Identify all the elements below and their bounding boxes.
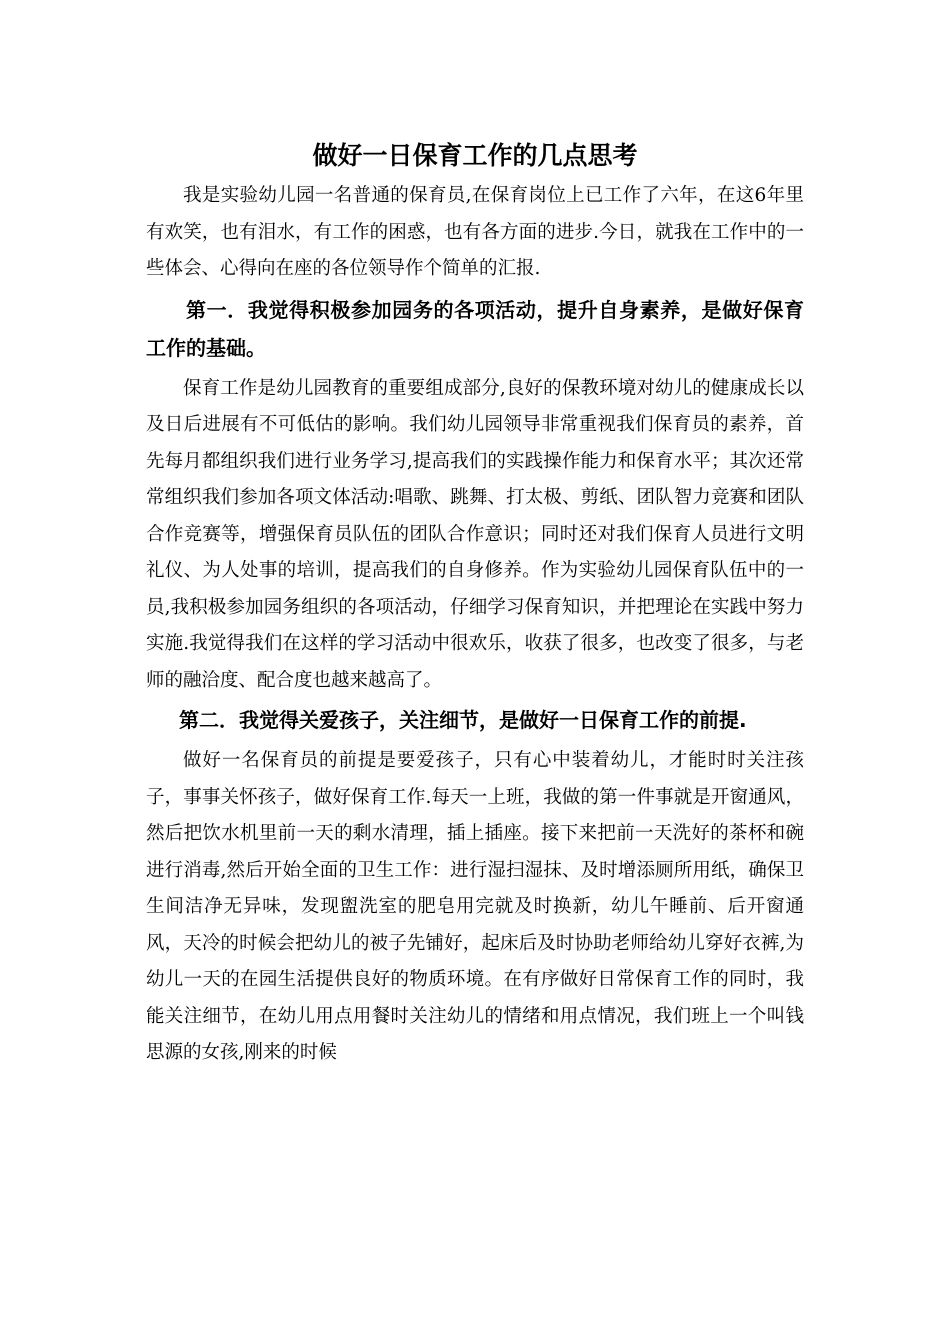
section-2-paragraph: 做好一名保育员的前提是要爱孩子，只有心中装着幼儿，才能时时关注孩子，事事关怀孩子，做好保育工作.每天一上班，我做的第一件事就是开窗通风，然后把饮水机里前一天的剩水清理，插上插座。接下来把前一天洗好的茶杯和碗进行消毒,然后开始全面的卫生工作：进行湿扫湿抹、及时增添厕所用纸，确保卫生间洁净无异味，发现盥洗室的肥皂用完就及时换新，幼儿午睡前、后开窗通风，天冷的时候会把幼儿的被子先铺好，起床后及时协助老师给幼儿穿好衣裤,为幼儿一天的在园生活提供良好的物质环境。在有序做好日常保育工作的同时，我能关注细节，在幼儿用点用餐时关注幼儿的情绪和用点情况，我们班上一个叫钱思源的女孩,刚来的时候	[146, 750, 804, 1063]
intro-paragraph: 我是实验幼儿园一名普通的保育员,在保育岗位上已工作了六年，在这6年里有欢笑，也有泪水，有工作的困惑，也有各方面的进步.今日，就我在工作中的一些体会、心得向在座的各位领导作个简单的汇报.	[146, 185, 804, 279]
document-title: 做好一日保育工作的几点思考	[312, 141, 638, 170]
section-2-heading: 第二．我觉得关爱孩子，关注细节，是做好一日保育工作的前提.	[179, 708, 747, 732]
section-1-heading: 第一．我觉得积极参加园务的各项活动，提升自身素养，是做好保育工作的基础。	[146, 297, 804, 360]
document-content	[146, 134, 804, 1072]
section-1-paragraph: 保育工作是幼儿园教育的重要组成部分,良好的保教环境对幼儿的健康成长以及日后进展有不可低估的影响。我们幼儿园领导非常重视我们保育员的素养，首先每月都组织我们进行业务学习,提高我们的实践操作能力和保育水平；其次还常常组织我们参加各项文体活动:唱歌、跳舞、打太极、剪纸、团队智力竞赛和团队合作竞赛等，增强保育员队伍的团队合作意识；同时还对我们保育人员进行文明礼仪、为人处事的培训，提高我们的自身修养。作为实验幼儿园保育队伍中的一员,我积极参加园务组织的各项活动，仔细学习保育知识，并把理论在实践中努力实施.我觉得我们在这样的学习活动中很欢乐，收获了很多，也改变了很多，与老师的融洽度、配合度也越来越高了。	[146, 377, 804, 691]
